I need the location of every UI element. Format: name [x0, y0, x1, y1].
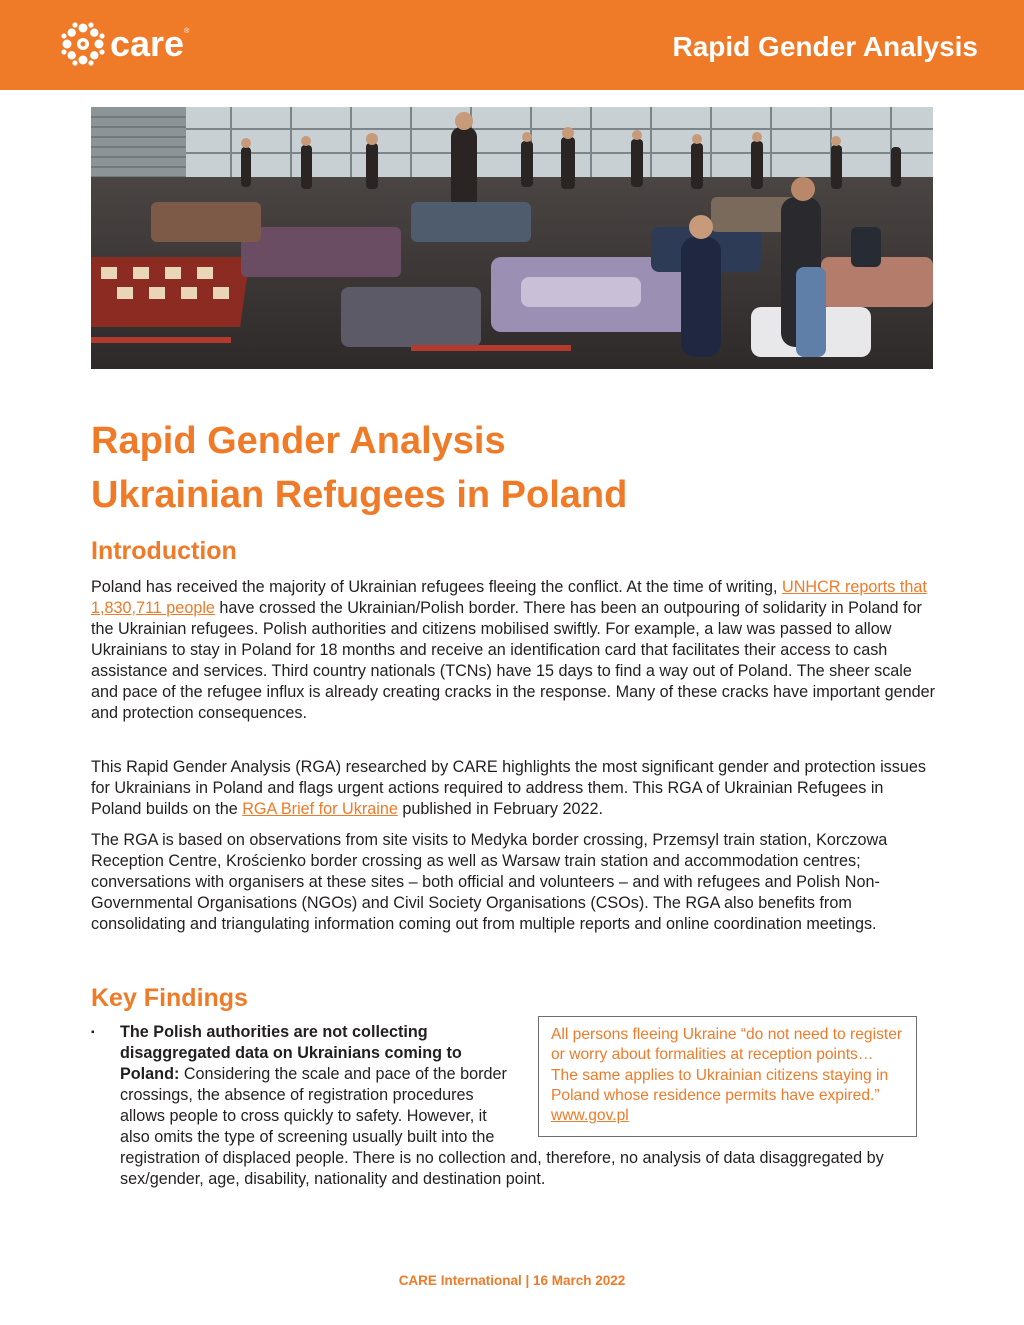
- header-band: [0, 0, 1024, 90]
- logo-wordmark: care: [110, 23, 185, 64]
- bullet-marker: ▪: [91, 1027, 95, 1038]
- key-findings-heading: Key Findings: [91, 984, 248, 1012]
- header-title: Rapid Gender Analysis: [672, 31, 978, 62]
- care-logo[interactable]: [60, 22, 189, 66]
- logo-trademark: ®: [184, 28, 190, 35]
- gov-pl-link[interactable]: www.gov.pl: [551, 1107, 629, 1125]
- document-title: [91, 414, 933, 522]
- cover-photo: [91, 107, 933, 369]
- intro-p1-end: have crossed the Ukrainian/Polish border. There has been an outpouring of solidarity in Poland for the Ukrainian refugees. Polish authorities and citizens mobilised swiftly. For example, a law was passed to allow Ukrainians to stay in Poland for 18 months and receive an identification card that facilitates their access to cash assistance and services. Third country nationals (TCNs) have 15 days to find a way out of Poland. The sheer scale and pace of the refugee influx is already creating cracks in the response. Many of these cracks have important gender and protection consequences.: [91, 599, 936, 722]
- introduction-paragraph-3: The RGA is based on observations from site visits to Medyka border crossing, Przemsyl train station, Korczowa Reception Centre, Krościenko border crossing as well as Warsaw train station and accommodation centres; conversations with organisers at these sites – both official and volunteers – and with refugees and Polish Non-Governmental Organisations (NGOs) and Civil Society Organisations (CSOs). The RGA also benefits from consolidating and triangulating information coming out from multiple reports and online coordination meetings.: [91, 831, 888, 933]
- unhcr-reports-link[interactable]: UNHCR reports that 1,830,711 people: [91, 578, 927, 617]
- callout-quote-box: [538, 1016, 917, 1137]
- intro-p2-end: published in February 2022.: [397, 800, 604, 818]
- bullet-1-body: Considering the scale and pace of the border crossings, the absence of registration procedures allows people to cross quickly to safety. However, it also omits the type of screening usually built into the registration of displaced people. There is no collection and, therefore, no analysis of data disaggregated by sex/gender, age, disability, nationality and destination point.: [120, 1065, 884, 1188]
- callout-quote-text: All persons fleeing Ukraine “do not need to register or worry about formalities at reception points… The same applies to Ukrainian citizens staying in Poland whose residence permits have expired.”: [551, 1026, 903, 1104]
- rga-brief-link[interactable]: RGA Brief for Ukraine: [242, 800, 398, 818]
- introduction-paragraph-2: [91, 757, 936, 820]
- document-title-line1: Rapid Gender Analysis: [91, 420, 506, 462]
- bullet-1-bold-lead: The Polish authorities are not collecting disaggregated data on Ukrainians coming to Poland:: [120, 1023, 462, 1083]
- introduction-paragraph-1: [91, 577, 936, 724]
- care-sunburst-icon: [60, 21, 106, 67]
- introduction-heading: Introduction: [91, 537, 237, 565]
- document-title-line2: Ukrainian Refugees in Poland: [91, 474, 628, 516]
- page-footer: CARE International | 16 March 2022: [398, 1273, 626, 1288]
- intro-p2-start: This Rapid Gender Analysis (RGA) researched by CARE highlights the most significant gender and protection issues for Ukrainians in Poland and flags urgent actions required to address them. This RGA of Ukrainian Refugees in Poland builds on the: [91, 758, 926, 818]
- intro-p1-start: Poland has received the majority of Ukrainian refugees fleeing the conflict. At the time of writing,: [91, 578, 783, 596]
